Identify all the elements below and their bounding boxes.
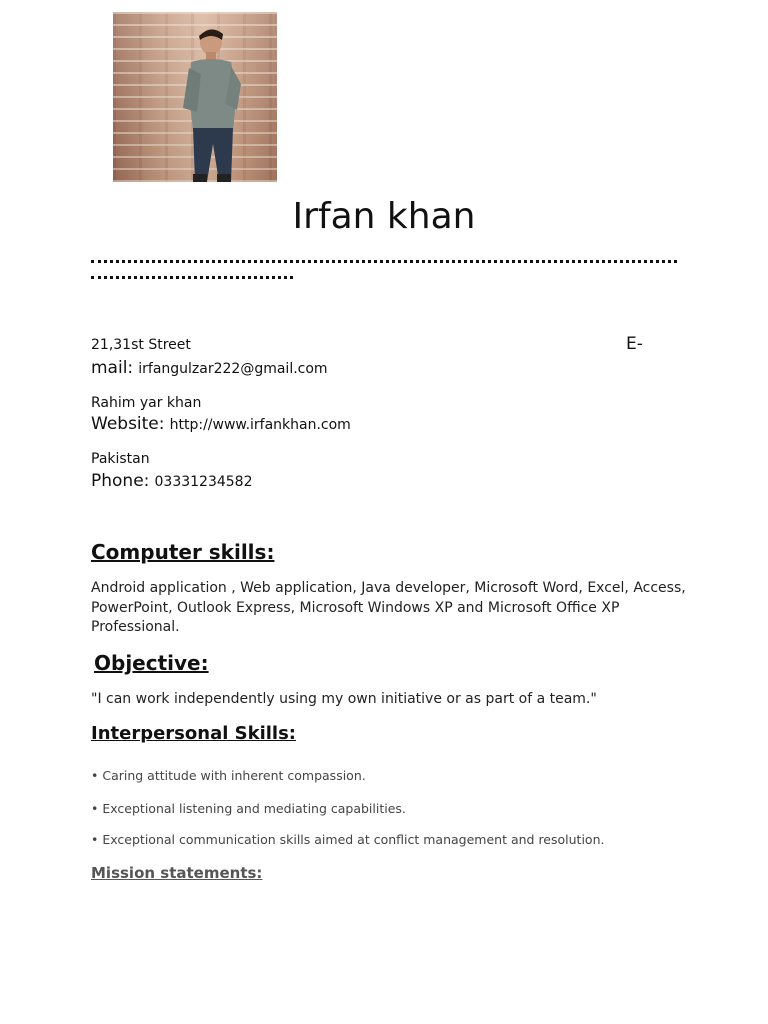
email-label: mail: [91, 358, 134, 378]
address-line-1: 21,31st Street [91, 337, 191, 353]
divider-line-short [91, 273, 293, 279]
email-row [91, 358, 328, 378]
email-value: irfangulzar222@gmail.com [138, 361, 328, 377]
computer-skills-heading: Computer skills: [91, 540, 275, 564]
person-figure [113, 12, 277, 182]
website-value: http://www.irfankhan.com [169, 417, 351, 433]
phone-row: Phone: 03331234582 [91, 471, 253, 491]
address-line-3: Pakistan [91, 451, 150, 467]
mission-statements-heading: Mission statements: [91, 864, 263, 882]
profile-photo [113, 12, 277, 182]
computer-skills-text: Android application , Web application, Java developer, Microsoft Word, Excel, Access, PowerPoint, Outlook Express, Microsoft Windows XP and Microsoft Office XP Professional. [91, 580, 686, 635]
phone-label: Phone [91, 471, 144, 491]
interpersonal-item: • Caring attitude with inherent compassion. [91, 768, 366, 783]
divider-line [91, 257, 677, 263]
phone-value: 03331234582 [154, 474, 253, 490]
interpersonal-item: • Exceptional communication skills aimed at conflict management and resolution. [91, 832, 605, 847]
address-line-2: Rahim yar khan [91, 395, 202, 411]
website-row: Website: http://www.irfankhan.com [91, 414, 351, 434]
candidate-name: Irfan khan [292, 196, 476, 237]
interpersonal-item: • Exceptional listening and mediating capabilities. [91, 801, 406, 816]
objective-heading: Objective: [94, 651, 209, 675]
email-label-part1: E- [626, 334, 643, 354]
objective-text: "I can work independently using my own initiative or as part of a team." [91, 691, 597, 707]
interpersonal-skills-heading: Interpersonal Skills: [91, 723, 297, 744]
website-label: Website [91, 414, 159, 434]
